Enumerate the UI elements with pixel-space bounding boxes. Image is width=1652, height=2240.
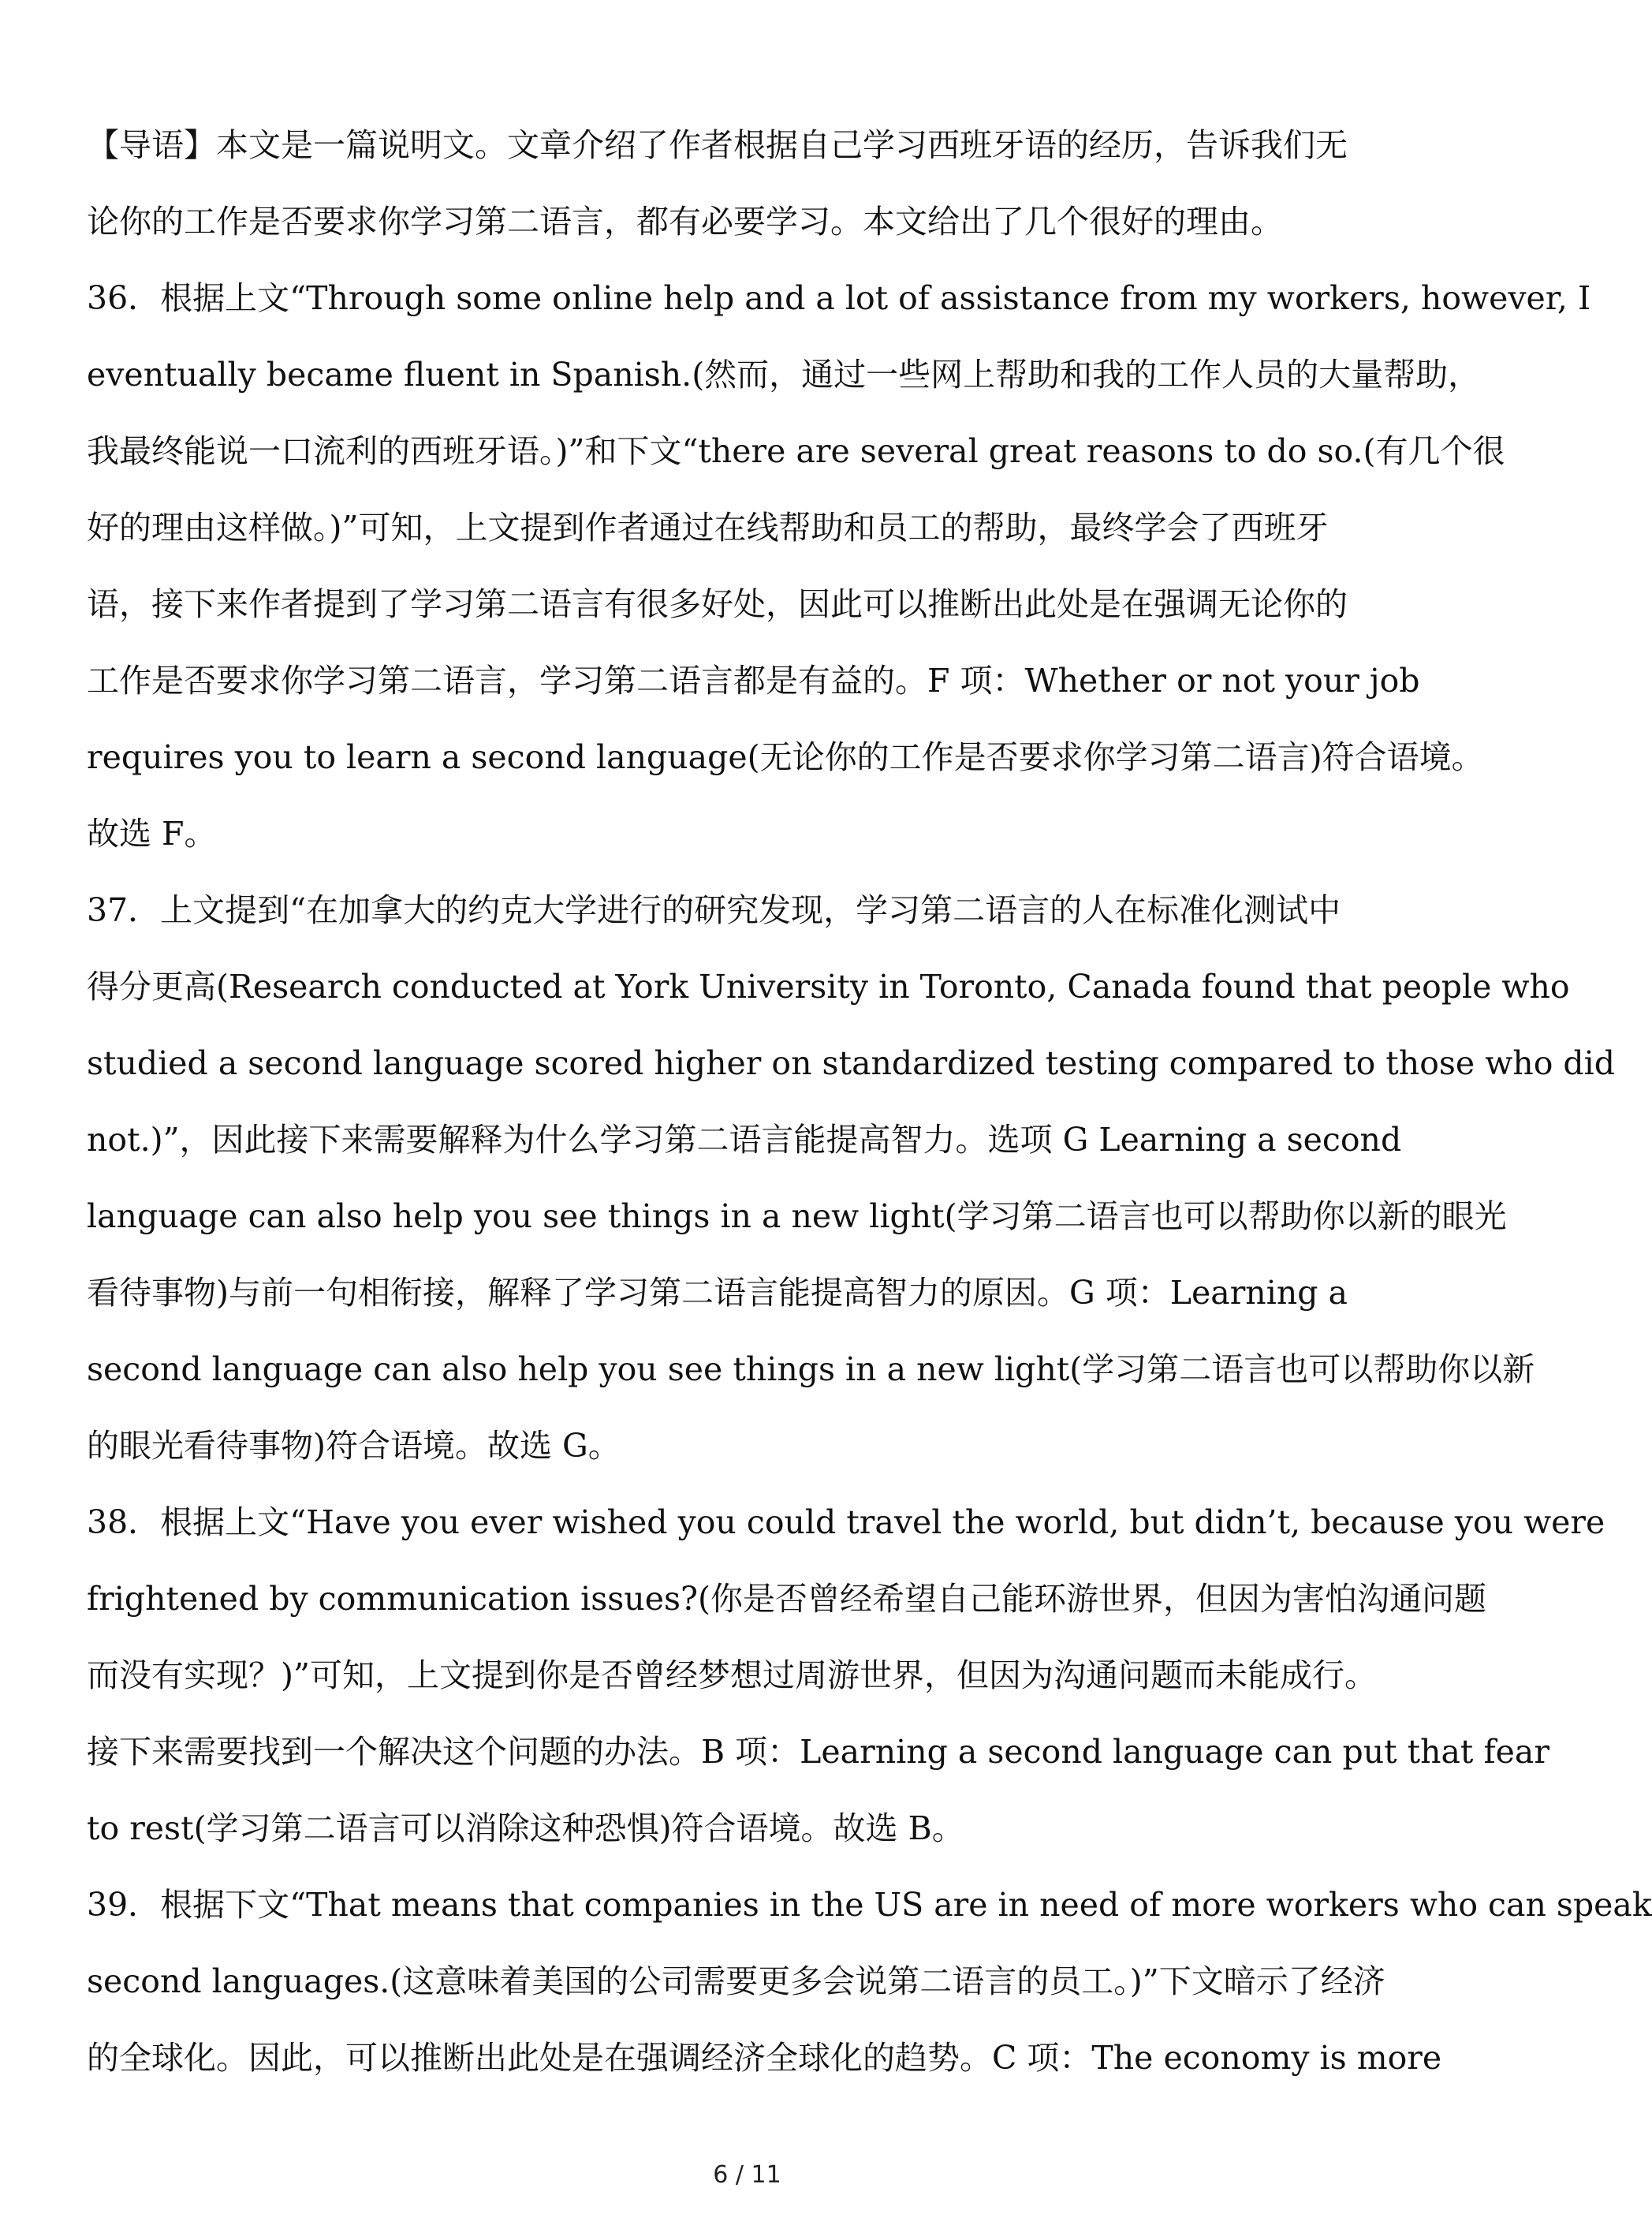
answer-37-line-7: second language can also help you see things in a new light(学习第二语言也可以帮助你以新	[87, 1350, 1535, 1388]
answer-36-line-3: 我最终能说一口流利的西班牙语。)”和下文“there are several great reasons to do so.(有几个很	[87, 432, 1505, 470]
answer-38-line-5: to rest(学习第二语言可以消除这种恐惧)符合语境。故选 B。	[87, 1809, 964, 1847]
answer-36-line-7: requires you to learn a second language(无论你的工作是否要求你学习第二语言)符合语境。	[87, 738, 1484, 776]
answer-37-line-1: 37．上文提到“在加拿大的约克大学进行的研究发现，学习第二语言的人在标准化测试中	[87, 891, 1341, 929]
answer-38-line-3: 而没有实现？)”可知，上文提到你是否曾经梦想过周游世界，但因为沟通问题而未能成行。	[87, 1656, 1377, 1694]
answer-38-line-4: 接下来需要找到一个解决这个问题的办法。B 项：Learning a second language can put that fear	[87, 1733, 1549, 1771]
answer-38-line-2: frightened by communication issues?(你是否曾经希望自己能环游世界，但因为害怕沟通问题	[87, 1580, 1486, 1618]
answer-36-line-1: 36．根据上文“Through some online help and a lot of assistance from my workers, however, I	[87, 279, 1591, 317]
answer-37-line-6: 看待事物)与前一句相衔接，解释了学习第二语言能提高智力的原因。G 项：Learning a	[87, 1274, 1348, 1312]
answer-37-line-4: not.)”，因此接下来需要解释为什么学习第二语言能提高智力。选项 G Learning a second	[87, 1121, 1402, 1159]
answer-37-line-3: studied a second language scored higher on standardized testing compared to those who did	[87, 1044, 1616, 1082]
answer-36-line-2: eventually became fluent in Spanish.(然而，通过一些网上帮助和我的工作人员的大量帮助，	[87, 356, 1481, 394]
intro-line-1: 【导语】本文是一篇说明文。文章介绍了作者根据自己学习西班牙语的经历，告诉我们无	[87, 126, 1348, 164]
answer-36-line-6: 工作是否要求你学习第二语言，学习第二语言都是有益的。F 项：Whether or not your job	[87, 662, 1420, 700]
document-body	[87, 107, 1652, 2096]
answer-36-line-8: 故选 F。	[87, 815, 217, 853]
answer-39-line-2: second languages.(这意味着美国的公司需要更多会说第二语言的员工。)”下文暗示了经济	[87, 1962, 1385, 2000]
intro-line-2: 论你的工作是否要求你学习第二语言，都有必要学习。本文给出了几个很好的理由。	[87, 203, 1283, 241]
answer-37-line-2: 得分更高(Research conducted at York University in Toronto, Canada found that people who	[87, 968, 1570, 1006]
answer-37-line-8: 的眼光看待事物)符合语境。故选 G。	[87, 1427, 621, 1465]
answer-36-line-4: 好的理由这样做。)”可知，上文提到作者通过在线帮助和员工的帮助，最终学会了西班牙	[87, 509, 1329, 547]
answer-37-line-5: language can also help you see things in a new light(学习第二语言也可以帮助你以新的眼光	[87, 1197, 1507, 1235]
answer-36-line-5: 语，接下来作者提到了学习第二语言有很多好处，因此可以推断出此处是在强调无论你的	[87, 585, 1348, 623]
answer-39-line-3: 的全球化。因此，可以推断出此处是在强调经济全球化的趋势。C 项：The economy is more	[87, 2039, 1442, 2077]
answer-39-line-1: 39．根据下文“That means that companies in the US are in need of more workers who can speak	[87, 1886, 1652, 1924]
page-number: 6 / 11	[713, 2161, 781, 2189]
answer-38-line-1: 38．根据上文“Have you ever wished you could travel the world, but didn’t, because you were	[87, 1503, 1605, 1541]
